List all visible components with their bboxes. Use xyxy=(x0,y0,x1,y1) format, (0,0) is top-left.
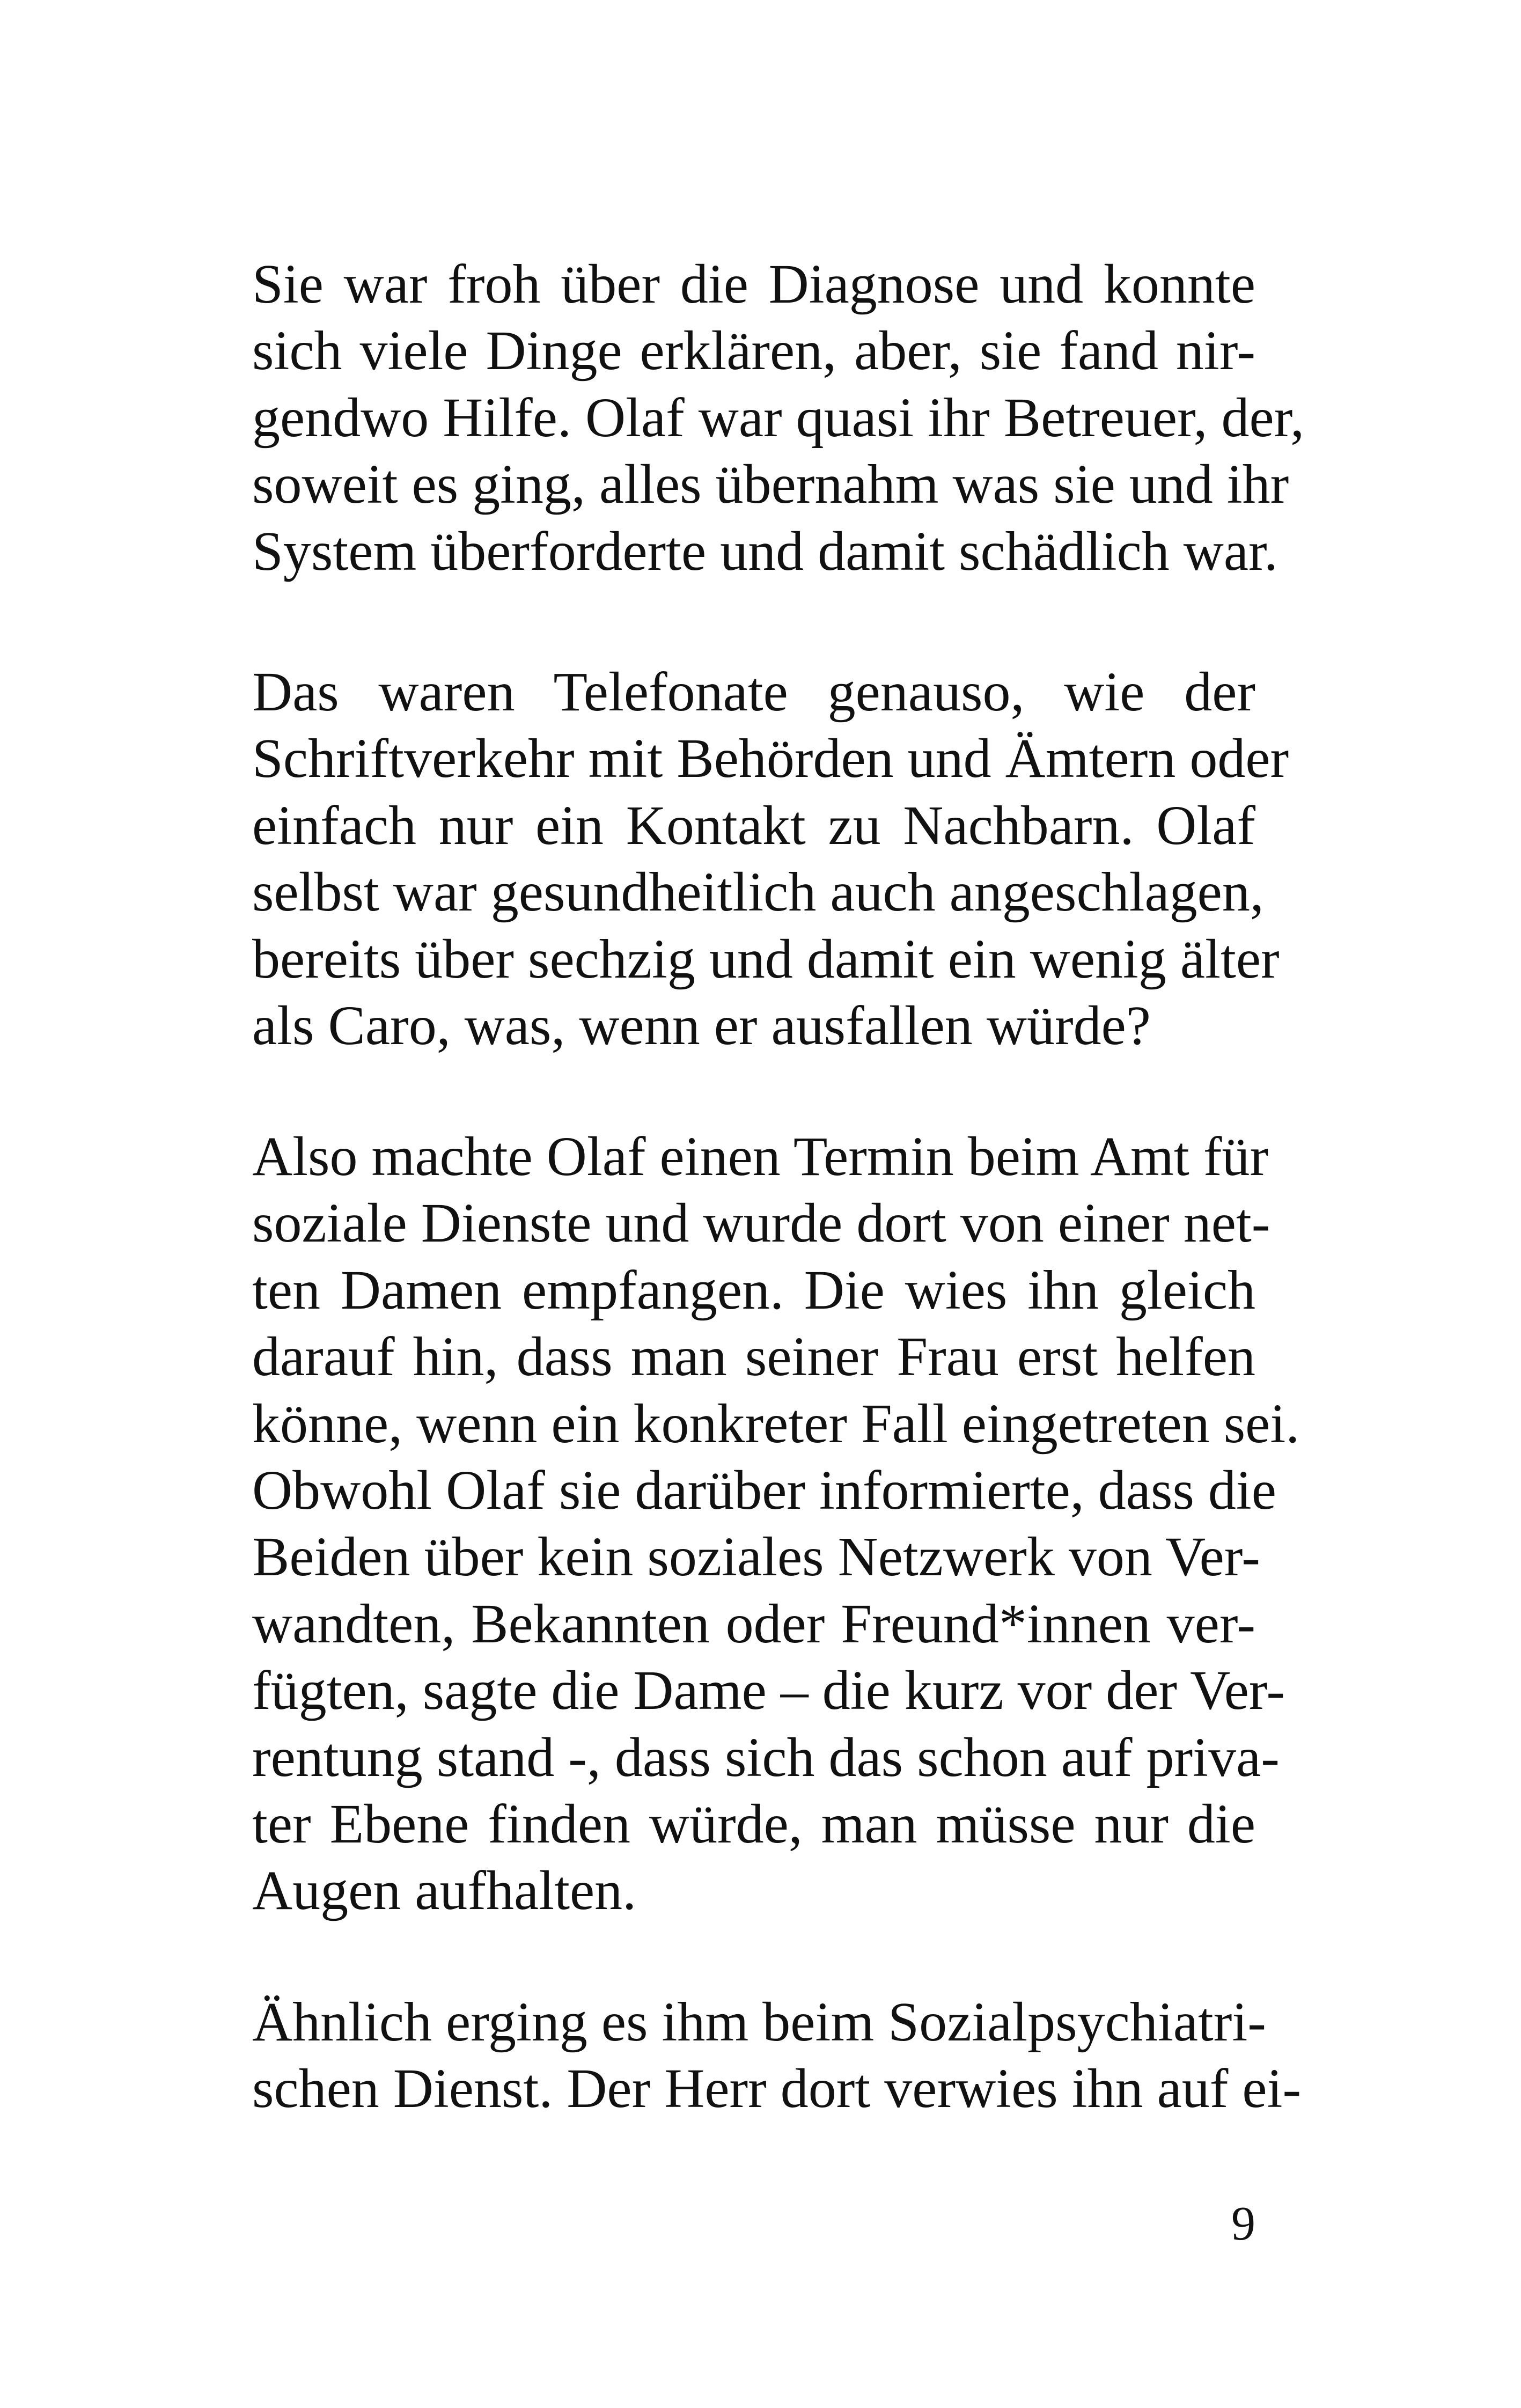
text-line: könne, wenn ein konkreter Fall eingetreten sei. xyxy=(252,1392,1300,1455)
text-line: ter Ebene finden würde, man müsse nur die xyxy=(252,1793,1255,1855)
text-line: sich viele Dinge erklären, aber, sie fand nir- xyxy=(252,320,1255,382)
paragraph-4 xyxy=(252,1989,1302,2123)
text-line: System überforderte und damit schädlich war. xyxy=(252,520,1278,582)
text-line: ten Damen empfangen. Die wies ihn gleich xyxy=(252,1259,1255,1321)
text-line: soziale Dienste und wurde dort von einer net- xyxy=(252,1192,1270,1254)
text-line: einfach nur ein Kontakt zu Nachbarn. Olaf xyxy=(252,794,1255,856)
text-line: als Caro, was, wenn er ausfallen würde? xyxy=(252,994,1151,1056)
text-line: Augen aufhalten. xyxy=(252,1860,637,1922)
page-number: 9 xyxy=(1231,2197,1255,2250)
text-line: Sie war froh über die Diagnose und konnte xyxy=(252,253,1255,315)
text-line: bereits über sechzig und damit ein wenig älter xyxy=(252,928,1280,990)
text-line: Ähnlich erging es ihm beim Sozialpsychiatri- xyxy=(252,1991,1266,2053)
text-line: selbst war gesundheitlich auch angeschlagen, xyxy=(252,861,1264,923)
text-line: rentung stand -, dass sich das schon auf priva- xyxy=(252,1726,1280,1788)
text-line: soweit es ging, alles übernahm was sie und ihr xyxy=(252,453,1289,516)
text-line: schen Dienst. Der Herr dort verwies ihn auf ei- xyxy=(252,2058,1302,2120)
text-line: wandten, Bekannten oder Freund*innen ver- xyxy=(252,1592,1255,1655)
text-line: Schriftverkehr mit Behörden und Ämtern oder xyxy=(252,728,1289,790)
text-line: fügten, sagte die Dame – die kurz vor der Ver- xyxy=(252,1660,1285,1722)
text-line: Obwohl Olaf sie darüber informierte, dass die xyxy=(252,1459,1276,1521)
paragraph-3 xyxy=(252,1124,1300,1925)
text-line: gendwo Hilfe. Olaf war quasi ihr Betreuer, der, xyxy=(252,386,1305,449)
paragraph-2 xyxy=(252,659,1289,1059)
text-line: darauf hin, dass man seiner Frau erst helfen xyxy=(252,1326,1255,1388)
paragraph-1 xyxy=(252,251,1305,585)
text-line: Beiden über kein soziales Netzwerk von Ver- xyxy=(252,1526,1260,1588)
text-line: Also machte Olaf einen Termin beim Amt für xyxy=(252,1126,1269,1187)
text-line: Das waren Telefonate genauso, wie der xyxy=(252,661,1255,723)
